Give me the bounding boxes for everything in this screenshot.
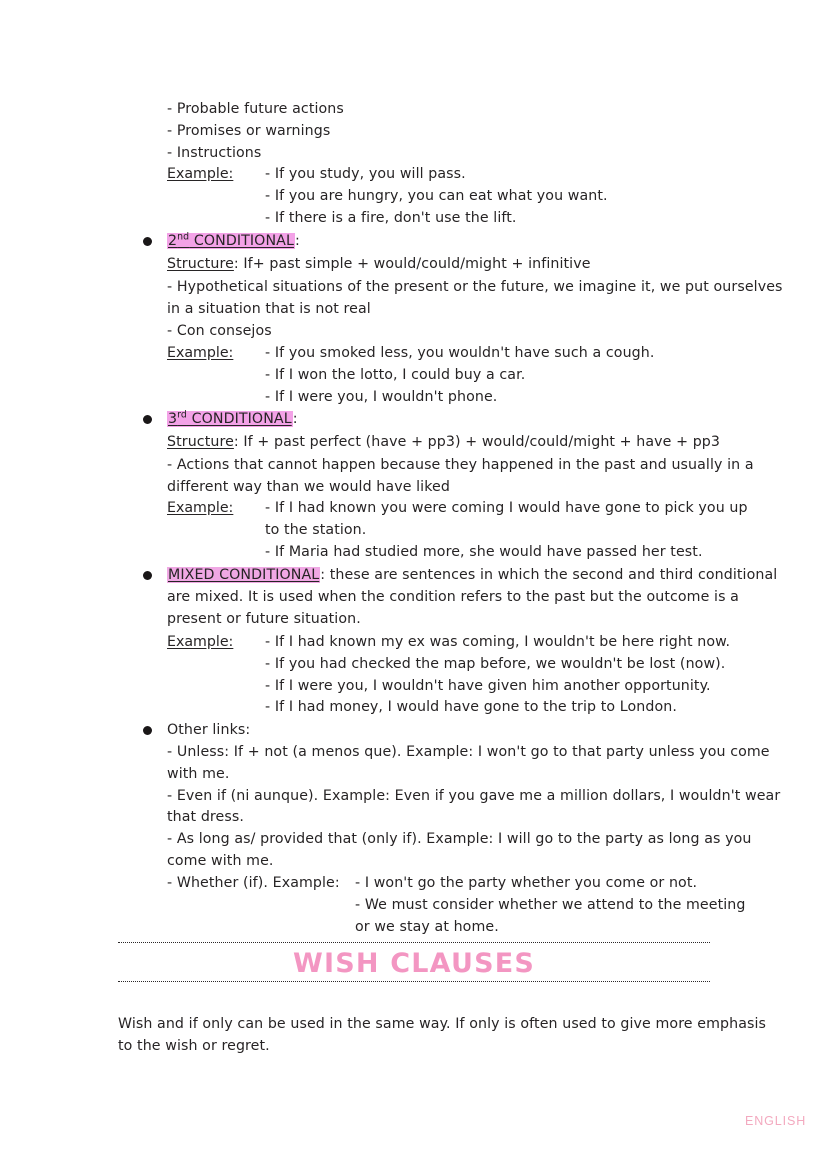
first-conditional-uses [167, 99, 710, 164]
extra-note: - Con consejos [167, 323, 272, 339]
link-entry-line: - Even if (ni aunque). Example: Even if you gave me a million dollars, I wouldn't wear [167, 787, 781, 804]
description-line: - Hypothetical situations of the present or the future, we imagine it, we put ourselves [167, 279, 783, 295]
example-label: Example: [167, 500, 234, 516]
third-conditional-description [167, 455, 754, 499]
first-conditional-examples [265, 164, 710, 229]
example-label: Example: [167, 345, 234, 361]
ordinal-number: 2 [168, 233, 178, 249]
example-item: - If you study, you will pass. [265, 166, 466, 182]
example-item: - We must consider whether we attend to the meeting [355, 896, 746, 913]
third-conditional-structure [167, 432, 721, 454]
structure-label: Structure [167, 434, 234, 450]
body-line: to the wish or regret. [118, 1037, 270, 1054]
mixed-conditional-title: MIXED CONDITIONAL [168, 567, 320, 583]
second-conditional-examples [265, 343, 710, 408]
link-entry-line: - Unless: If + not (a menos que). Example: I won't go to that party unless you come [167, 744, 770, 760]
example-item: - If you had checked the map before, we wouldn't be lost (now). [265, 655, 726, 672]
second-conditional-note [167, 321, 710, 343]
bullet-mixed-conditional [143, 571, 152, 580]
other-links-label: Other links: [167, 722, 251, 738]
section-divider-bottom [118, 981, 710, 982]
whether-label-text: - Whether (if). Example: [167, 875, 340, 891]
example-item: - If I had known you were coming I would have gone to pick you up [265, 500, 748, 516]
bullet-second-conditional [143, 237, 152, 246]
ordinal-suffix: rd [177, 409, 187, 421]
other-links-entries [167, 742, 781, 873]
example-item: - If Maria had studied more, she would have passed her test. [265, 543, 703, 560]
link-entry-line: - As long as/ provided that (only if). Example: I will go to the party as long as you [167, 831, 752, 848]
mixed-conditional-line: are mixed. It is used when the condition refers to the past but the outcome is a [167, 588, 739, 605]
example-item: - If I had known my ex was coming, I wouldn't be here right now. [265, 634, 731, 650]
description-line: - Actions that cannot happen because they happened in the past and usually in a [167, 457, 754, 473]
example-item: - If I won the lotto, I could buy a car. [265, 366, 526, 383]
link-entry-line: that dress. [167, 809, 244, 826]
example-item-cont: or we stay at home. [355, 918, 499, 935]
third-conditional-heading [167, 409, 710, 431]
body-line: Wish and if only can be used in the same way. If only is often used to give more emphasis [118, 1016, 767, 1032]
second-conditional-title-highlight [167, 233, 295, 249]
second-conditional-description [167, 277, 783, 321]
example-item: - If I were you, I wouldn't phone. [265, 388, 498, 405]
title-colon: : [292, 411, 298, 427]
example-item: - If you are hungry, you can eat what you want. [265, 187, 608, 204]
example-item: - If you smoked less, you wouldn't have such a cough. [265, 345, 655, 361]
example-label: Example: [167, 634, 234, 650]
wish-clauses-heading: WISH CLAUSES [292, 948, 535, 979]
mixed-conditional-examples [265, 632, 731, 719]
description-line: different way than we would have liked [167, 478, 450, 495]
structure-text: : If+ past simple + would/could/might + infinitive [233, 256, 591, 272]
bullet-other-links [143, 726, 152, 735]
example-item: - If I were you, I wouldn't have given him another opportunity. [265, 677, 711, 694]
wish-clauses-body [118, 1014, 767, 1058]
description-line: in a situation that is not real [167, 300, 371, 317]
example-item: - If there is a fire, don't use the lift. [265, 209, 517, 226]
title-colon: : [294, 233, 300, 249]
example-item: - I won't go the party whether you come or not. [355, 875, 698, 891]
bullet-third-conditional [143, 415, 152, 424]
link-entry-line: with me. [167, 765, 230, 782]
example-item: - If I had money, I would have gone to the trip to London. [265, 699, 677, 716]
second-conditional-heading [167, 231, 710, 253]
mixed-conditional-line: : these are sentences in which the second and third conditional [320, 567, 778, 583]
third-conditional-title-highlight [167, 411, 293, 427]
second-conditional-structure [167, 254, 710, 276]
use-item: - Promises or warnings [167, 122, 331, 139]
mixed-conditional-block [167, 565, 778, 630]
structure-text: : If + past perfect (have + pp3) + would/could/might + have + pp3 [233, 434, 721, 450]
third-conditional-title: CONDITIONAL [186, 411, 292, 427]
ordinal-suffix: nd [177, 231, 190, 243]
structure-label: Structure [167, 256, 234, 272]
example-label: Example: [167, 166, 234, 182]
use-item: - Instructions [167, 144, 262, 161]
ordinal-number: 3 [168, 411, 178, 427]
other-links-title [167, 720, 710, 742]
section-divider-top [118, 942, 710, 943]
link-entry-line: come with me. [167, 852, 274, 869]
example-item-cont: to the station. [265, 521, 367, 538]
second-conditional-title: CONDITIONAL [189, 233, 294, 249]
third-conditional-examples [265, 498, 748, 563]
mixed-conditional-line: present or future situation. [167, 610, 361, 627]
subject-tag: ENGLISH [745, 1114, 807, 1128]
use-item: - Probable future actions [167, 101, 344, 117]
whether-examples [355, 873, 746, 938]
